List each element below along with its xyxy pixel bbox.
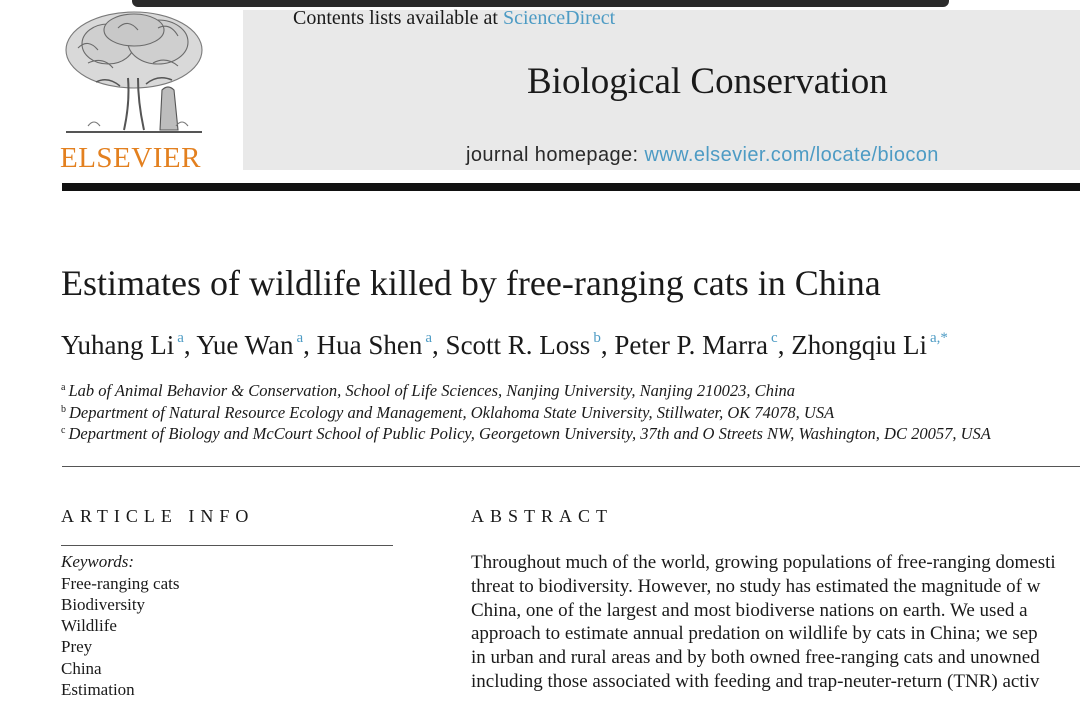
elsevier-wordmark: ELSEVIER	[60, 142, 201, 174]
abstract-line: China, one of the largest and most biodiverse nations on earth. We used a	[471, 599, 1028, 621]
affiliation-list	[61, 381, 991, 446]
contents-prefix: Contents lists available at	[293, 7, 503, 29]
keywords-list	[61, 552, 179, 701]
abstract-body	[471, 552, 1080, 695]
affiliation	[61, 403, 991, 425]
elsevier-logo[interactable]	[58, 8, 210, 176]
sciencedirect-link[interactable]: ScienceDirect	[502, 7, 616, 29]
journal-homepage-link[interactable]: www.elsevier.com/locate/biocon	[644, 144, 939, 166]
section-divider	[62, 466, 1080, 467]
author[interactable]: Yue Wan	[196, 330, 294, 360]
header-divider	[62, 183, 1080, 191]
affiliation-text: Department of Natural Resource Ecology and Management, Oklahoma State University, Stillwater, OK 74078, USA	[69, 402, 835, 422]
author-affiliation-marker[interactable]: a	[177, 330, 184, 346]
affiliation	[61, 424, 991, 446]
author-list: Yuhang Li $^a$, Yue Wan $^a$, Hua Shen $^a$, Scott R. Loss $^b$, Peter P. Marra $^c$, Zhongqiu Li $^{a,*}$	[61, 330, 948, 360]
author[interactable]: Scott R. Loss	[445, 330, 591, 360]
keywords-label: Keywords:	[61, 552, 135, 571]
affiliation-key: c	[61, 425, 66, 436]
journal-title: Biological Conservation	[527, 61, 888, 102]
abstract-line: threat to biodiversity. However, no study has estimated the magnitude of w	[471, 575, 1041, 597]
author[interactable]: Yuhang Li	[61, 330, 175, 360]
contents-line	[293, 7, 615, 30]
keyword: Free-ranging cats	[61, 573, 180, 593]
author-affiliation-marker[interactable]: a	[296, 330, 304, 346]
author[interactable]: Zhongqiu Li	[791, 330, 927, 360]
author-affiliation-marker[interactable]: c	[771, 330, 778, 346]
affiliation	[61, 381, 991, 403]
author-affiliation-marker[interactable]: a	[425, 330, 433, 346]
homepage-prefix: journal homepage:	[466, 144, 645, 166]
affiliation-text: Department of Biology and McCourt School of Public Policy, Georgetown University, 37th and O Streets NW, Washington, DC 20057, USA	[68, 424, 991, 443]
keyword: Wildlife	[61, 616, 117, 636]
journal-homepage-line	[466, 144, 939, 167]
keyword: China	[61, 658, 102, 678]
keyword: Biodiversity	[61, 594, 146, 614]
abstract-heading: ABSTRACT	[471, 506, 614, 526]
author-affiliation-marker[interactable]: a,*	[929, 330, 948, 346]
tree-icon	[58, 8, 210, 140]
author[interactable]: Hua Shen	[316, 330, 423, 360]
article-title: Estimates of wildlife killed by free-ranging cats in China	[61, 263, 881, 303]
abstract-line: approach to estimate annual predation on wildlife by cats in China; we sep	[471, 623, 1038, 645]
keyword: Prey	[61, 637, 93, 657]
abstract-line: in urban and rural areas and by both owned free-ranging cats and unowned	[471, 647, 1040, 669]
author-affiliation-marker[interactable]: b	[593, 330, 601, 346]
keyword: Estimation	[61, 679, 135, 699]
article-info-divider	[61, 545, 393, 546]
affiliation-key: a	[61, 382, 66, 393]
window-top-bar	[132, 0, 949, 7]
affiliation-key: b	[61, 403, 66, 415]
abstract-line: Throughout much of the world, growing populations of free-ranging domesti	[471, 552, 1056, 573]
author[interactable]: Peter P. Marra	[614, 330, 769, 360]
affiliation-text: Lab of Animal Behavior & Conservation, School of Life Sciences, Nanjing University, Nanjing 210023, China	[68, 381, 796, 400]
article-info-heading: ARTICLE INFO	[61, 506, 255, 526]
abstract-line: including those associated with feeding and trap-neuter-return (TNR) activ	[471, 670, 1040, 692]
